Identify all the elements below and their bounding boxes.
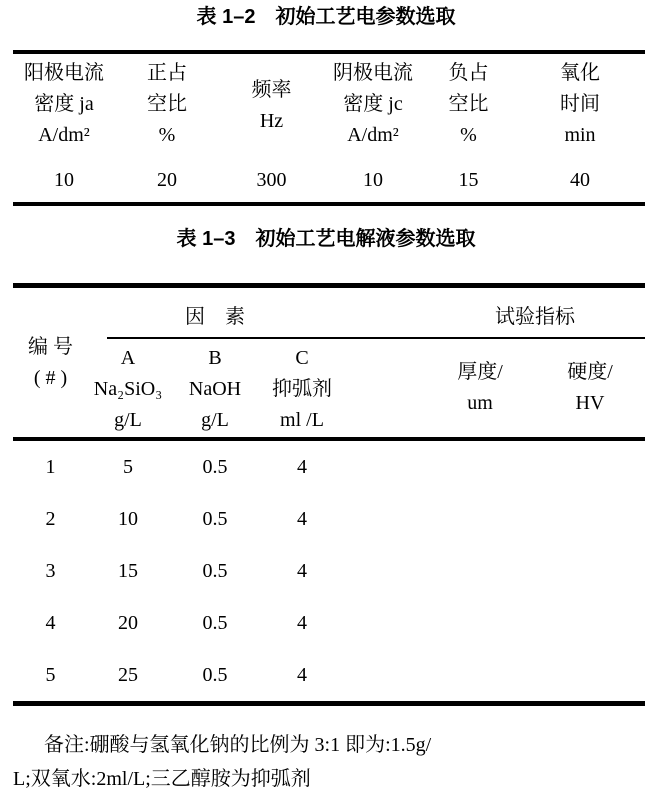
header-frequency [219,54,324,158]
value-negative-duty-cycle: 15 [458,168,479,191]
header-line: 密度 ja [34,93,94,115]
header-hardness [535,339,645,437]
header-line: 密度 jc [343,93,403,115]
header-line: % [460,124,477,146]
remark-note [13,728,644,796]
table-row [13,649,652,701]
cell-naoh: 0.5 [202,559,228,582]
table-1-2-header-row [13,54,652,158]
header-line: ( # ) [33,366,68,389]
cell-na2sio3: 5 [123,455,133,478]
table-row [13,545,652,597]
header-line: 空比 [448,93,489,115]
cell-naoh: 0.5 [202,507,228,530]
header-negative-duty-cycle [422,54,515,158]
cell-arc-suppressant: 4 [297,663,307,686]
cell-naoh: 0.5 [202,611,228,634]
cell-number: 2 [45,507,56,530]
cell-arc-suppressant: 4 [297,559,307,582]
header-line: HV [575,392,605,414]
header-line: ml /L [280,409,324,431]
table-row [13,441,652,493]
header-line: g/L [201,409,229,431]
header-line: 氧化 [560,62,600,84]
header-thickness [425,339,535,437]
header-line: g/L [114,409,142,431]
header-line: % [158,124,176,146]
group-header-test-indicators: 试验指标 [495,306,575,328]
header-positive-duty-cycle [115,54,219,158]
header-line: 空比 [147,93,187,115]
value-anode-current-density: 10 [54,168,74,191]
header-line: 厚度/ [457,361,503,383]
table-1-2-title: 表 1–2 初始工艺电参数选取 [196,6,456,28]
cell-naoh: 0.5 [202,455,228,478]
remark-line-2: L;双氧水:2ml/L;三乙醇胺为抑弧剂 [13,768,311,790]
cell-number: 3 [45,559,56,582]
cell-number: 5 [45,663,56,686]
header-factor-b-naoh [168,339,262,437]
header-line: NaOH [188,378,242,400]
cell-arc-suppressant: 4 [297,507,307,530]
header-cathode-current-density [324,54,422,158]
header-line: min [564,124,596,146]
header-line: 时间 [560,93,600,115]
remark-line-1: 备注:硼酸与氢氧化钠的比例为 3:1 即为:1.5g/ [44,734,432,756]
cell-na2sio3: 20 [118,611,138,634]
header-anode-current-density [13,54,115,158]
cell-arc-suppressant: 4 [297,455,307,478]
header-line: Na₂SiO₃ [93,378,163,400]
header-oxidation-time [515,54,645,158]
cell-naoh: 0.5 [202,663,228,686]
header-factor-a-na2sio3 [88,339,168,437]
header-line: A/dm² [38,124,90,146]
cell-na2sio3: 15 [118,559,138,582]
cell-arc-suppressant: 4 [297,611,307,634]
header-line: um [467,392,493,414]
table-1-3-title: 表 1–3 初始工艺电解液参数选取 [176,228,476,250]
table-1-2-value-row [13,158,652,202]
header-line: C [295,347,309,369]
header-line: Hz [259,110,284,132]
header-spacer [342,339,425,437]
value-cathode-current-density: 10 [363,168,383,191]
table-row [13,597,652,649]
header-line: 正占 [147,62,187,84]
header-line: 负占 [448,62,489,84]
table-1-3-group-header-row [0,288,652,337]
table-1-3-subheader-row [88,339,652,437]
header-line: B [208,347,222,369]
cell-number: 1 [45,455,56,478]
header-line: 抑弧剂 [272,378,332,400]
header-line: 硬度/ [567,361,613,383]
header-line: 阴极电流 [333,62,413,84]
header-line: A/dm² [347,124,399,146]
table-1-3-bottom-border [13,701,645,706]
table-row [13,493,652,545]
table-1-2-bottom-border [13,202,645,206]
table-1-3-header [0,288,652,437]
header-line: 频率 [251,79,292,101]
value-oxidation-time: 40 [570,168,590,191]
header-line: 阳极电流 [24,62,104,84]
value-frequency: 300 [256,168,287,191]
cell-number: 4 [45,611,56,634]
header-line: A [120,347,136,369]
cell-na2sio3: 10 [118,507,138,530]
group-header-factors: 因 素 [185,306,245,328]
cell-na2sio3: 25 [118,663,138,686]
value-positive-duty-cycle: 20 [157,168,177,191]
header-factor-c-arc-suppressant [262,339,342,437]
header-line: 编 号 [28,335,73,358]
